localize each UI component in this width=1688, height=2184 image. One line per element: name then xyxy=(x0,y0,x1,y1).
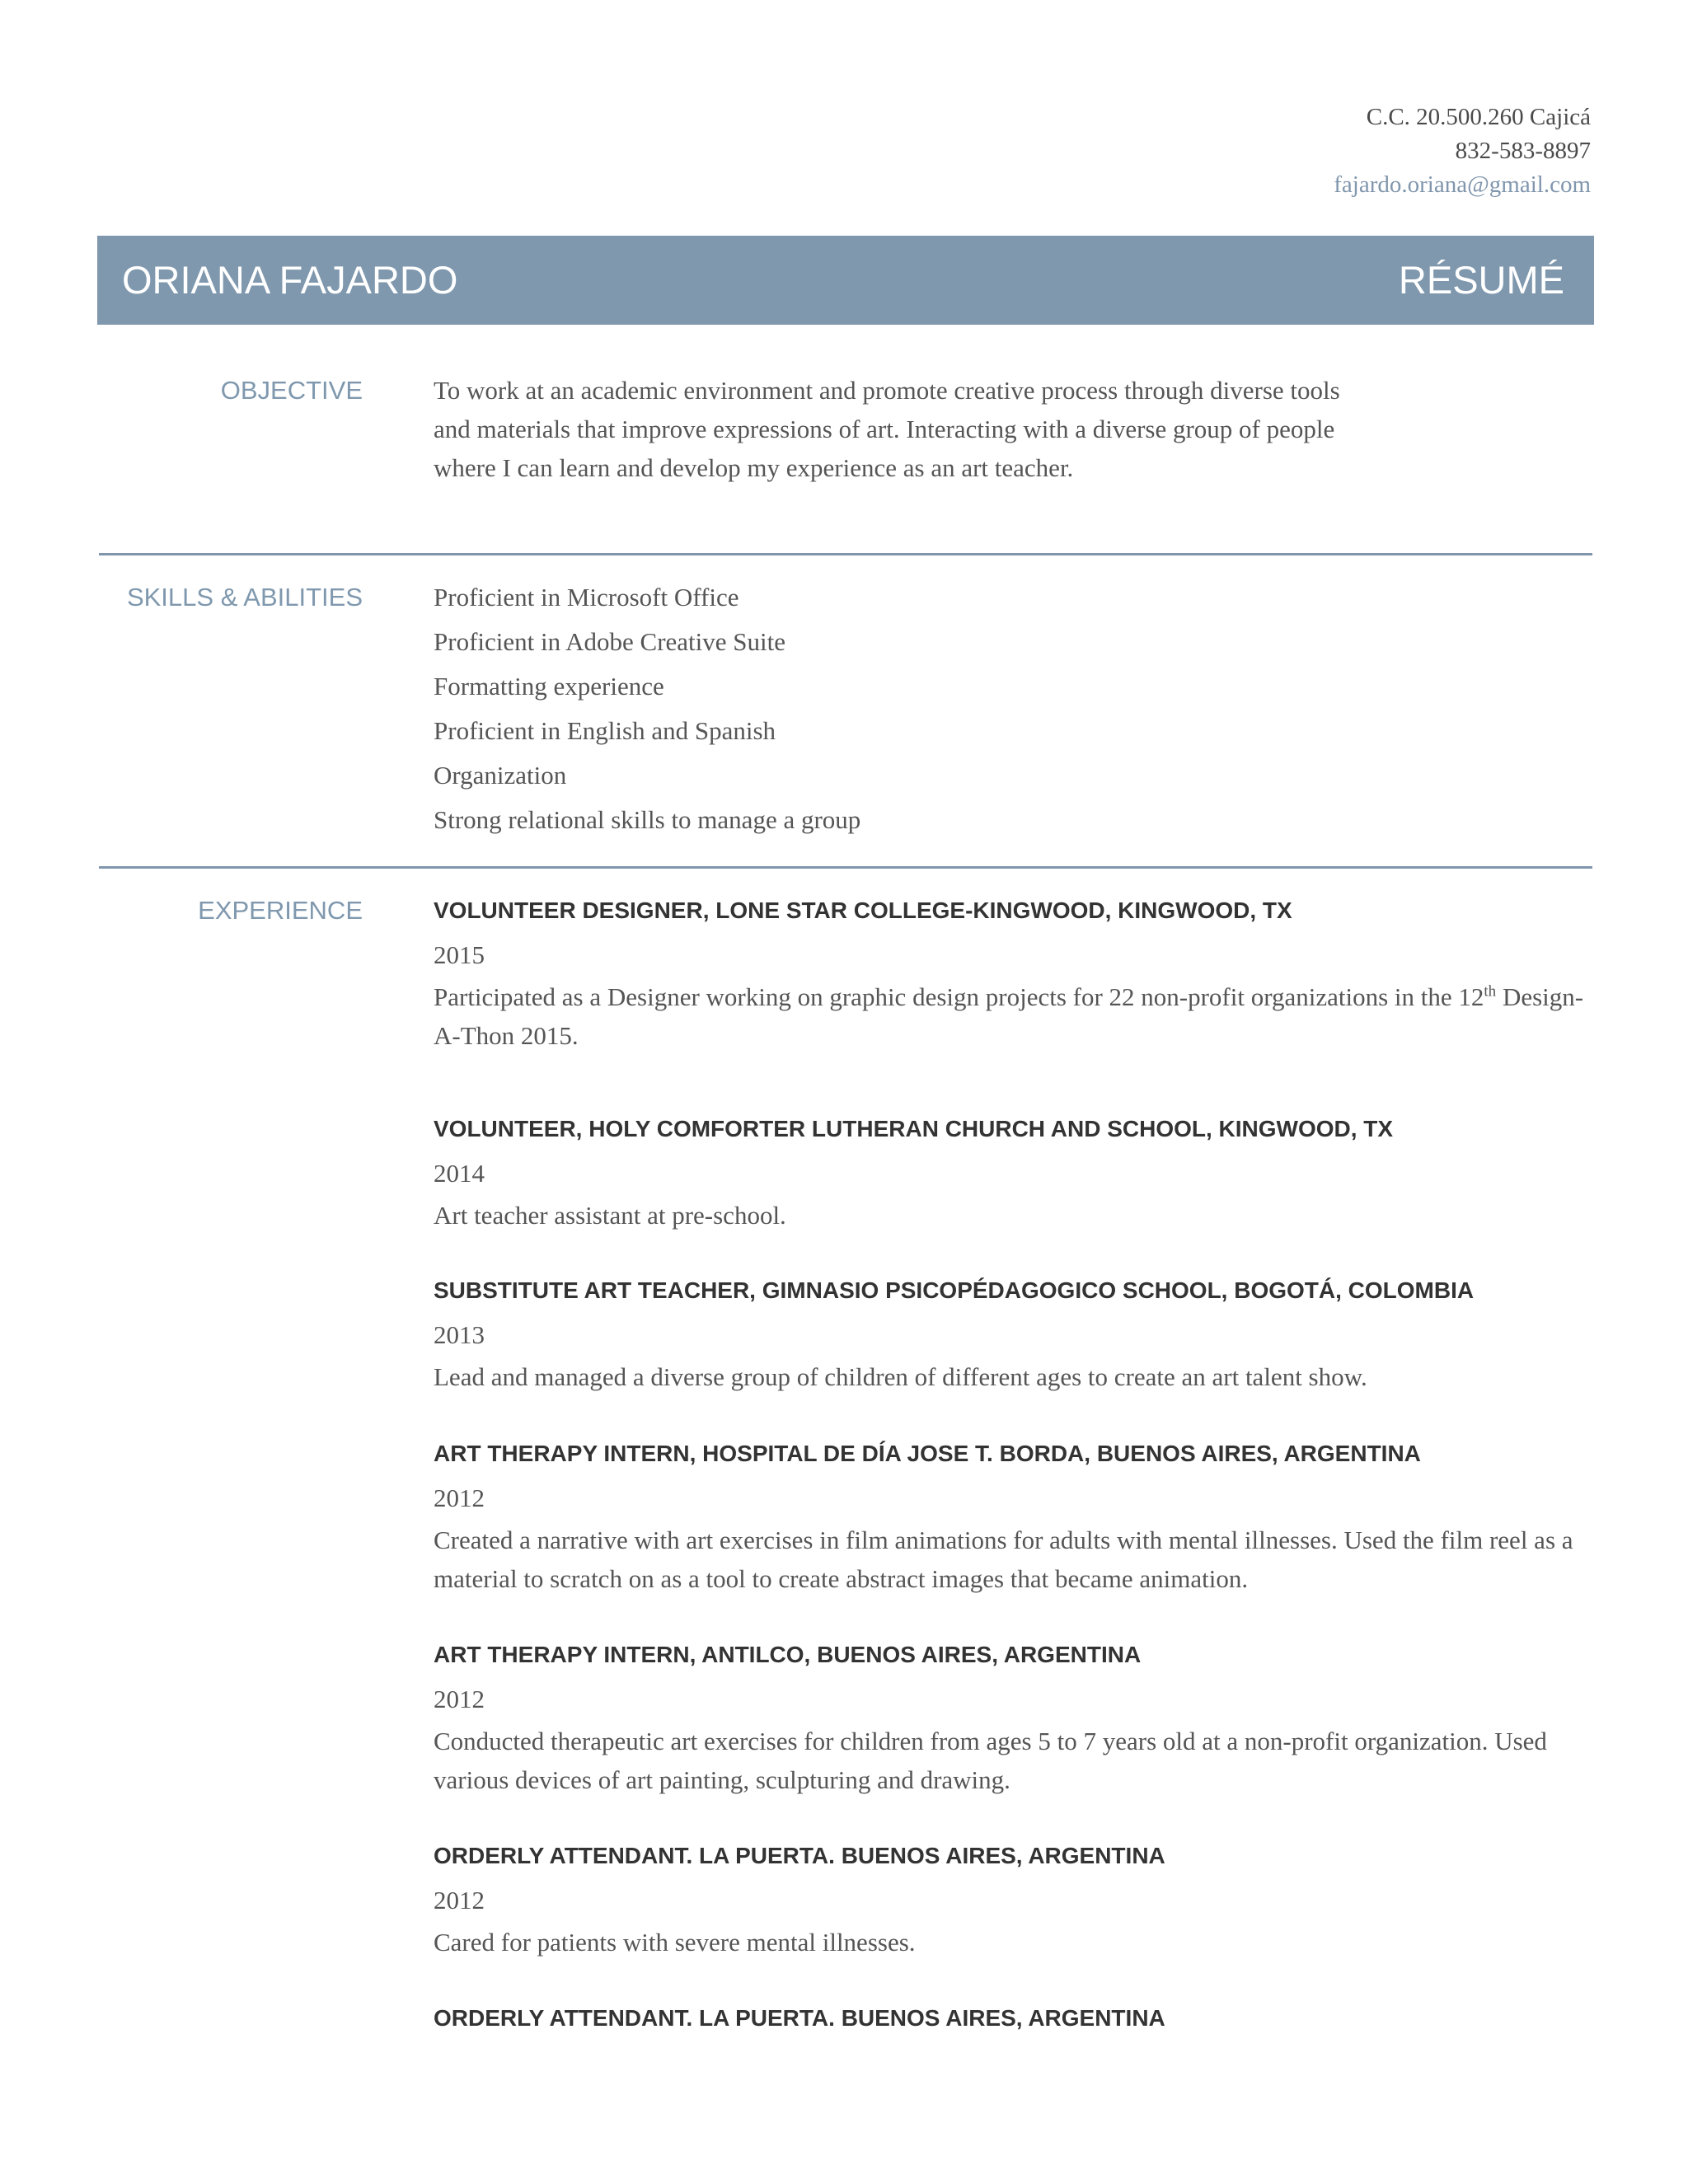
job-year: 2013 xyxy=(434,1320,485,1349)
job-title: VOLUNTEER DESIGNER, LONE STAR COLLEGE-KINGWOOD, KINGWOOD, TX xyxy=(434,898,1292,923)
job-entry xyxy=(434,1107,1587,1235)
job-year: 2015 xyxy=(434,940,485,969)
job-description: Lead and managed a diverse group of children of different ages to create an art talent show. xyxy=(434,1362,1367,1391)
job-description-text: Participated as a Designer working on graphic design projects for 22 non-profit organizations in the 12 xyxy=(434,982,1484,1011)
header-banner xyxy=(97,236,1594,325)
section-divider xyxy=(99,866,1592,869)
skills-list xyxy=(434,575,1587,842)
job-entry xyxy=(434,1268,1587,1396)
skills-body xyxy=(434,575,1587,842)
list-item: Strong relational skills to manage a group xyxy=(434,805,861,834)
job-title: ART THERAPY INTERN, ANTILCO, BUENOS AIRES, ARGENTINA xyxy=(434,1642,1142,1667)
objective-heading: OBJECTIVE xyxy=(220,376,363,405)
contact-phone: 832-583-8897 xyxy=(1455,138,1591,164)
job-year: 2012 xyxy=(434,1685,485,1713)
contact-id-line: C.C. 20.500.260 Cajicá xyxy=(1366,104,1591,130)
list-item: Proficient in Adobe Creative Suite xyxy=(434,627,786,656)
experience-section xyxy=(97,888,1594,2042)
list-item: Proficient in English and Spanish xyxy=(434,716,776,745)
skills-heading: SKILLS & ABILITIES xyxy=(126,583,363,612)
job-description: Created a narrative with art exercises in film animations for adults with mental illnesses. Used the film reel as a material to scratch on as a tool to create abstract images that became animation. xyxy=(434,1526,1573,1593)
job-title: ORDERLY ATTENDANT. LA PUERTA. BUENOS AIRES, ARGENTINA xyxy=(434,1843,1165,1868)
list-item: Proficient in Microsoft Office xyxy=(434,583,739,612)
job-title: VOLUNTEER, HOLY COMFORTER LUTHERAN CHURCH AND SCHOOL, KINGWOOD, TX xyxy=(434,1116,1394,1141)
job-title: ART THERAPY INTERN, HOSPITAL DE DÍA JOSE T. BORDA, BUENOS AIRES, ARGENTINA xyxy=(434,1441,1421,1466)
job-year: 2014 xyxy=(434,1159,485,1188)
contact-email[interactable]: fajardo.oriana@gmail.com xyxy=(1334,171,1591,198)
job-entry xyxy=(434,1633,1587,1799)
applicant-name: ORIANA FAJARDO xyxy=(122,258,458,302)
job-entry xyxy=(434,1432,1587,1598)
job-year: 2012 xyxy=(434,1483,485,1512)
job-year: 2012 xyxy=(434,1886,485,1915)
job-entry xyxy=(434,1834,1587,1961)
job-title: ORDERLY ATTENDANT. LA PUERTA. BUENOS AIRES, ARGENTINA xyxy=(434,2005,1165,2031)
objective-text: To work at an academic environment and promote creative process through diverse tools and materials that improve expressions of art. Interacting with a diverse group of people where I can learn and develop my experience as an art teacher. xyxy=(434,376,1340,482)
job-entry xyxy=(434,888,1587,1055)
job-description: Cared for patients with severe mental illnesses. xyxy=(434,1928,916,1957)
job-title: SUBSTITUTE ART TEACHER, GIMNASIO PSICOPÉDAGOGICO SCHOOL, BOGOTÁ, COLOMBIA xyxy=(434,1277,1475,1303)
skills-section xyxy=(97,575,1594,847)
job-description: Conducted therapeutic art exercises for children from ages 5 to 7 years old at a non-profit organization. Used various devices of art painting, sculpturing and drawing. xyxy=(434,1727,1547,1794)
ordinal-suffix: th xyxy=(1484,982,1497,1001)
document-type-label: RÉSUMÉ xyxy=(1398,258,1564,302)
job-description-text: Design-A-Thon 2015. xyxy=(434,982,1584,1050)
section-divider xyxy=(99,553,1592,555)
experience-heading: EXPERIENCE xyxy=(198,896,363,925)
contact-block xyxy=(1334,101,1591,202)
job-entry xyxy=(434,1996,1587,2041)
objective-section xyxy=(97,371,1594,536)
list-item: Organization xyxy=(434,761,567,790)
job-description: Art teacher assistant at pre-school. xyxy=(434,1201,786,1230)
job-description xyxy=(434,977,1587,1055)
list-item: Formatting experience xyxy=(434,672,664,701)
